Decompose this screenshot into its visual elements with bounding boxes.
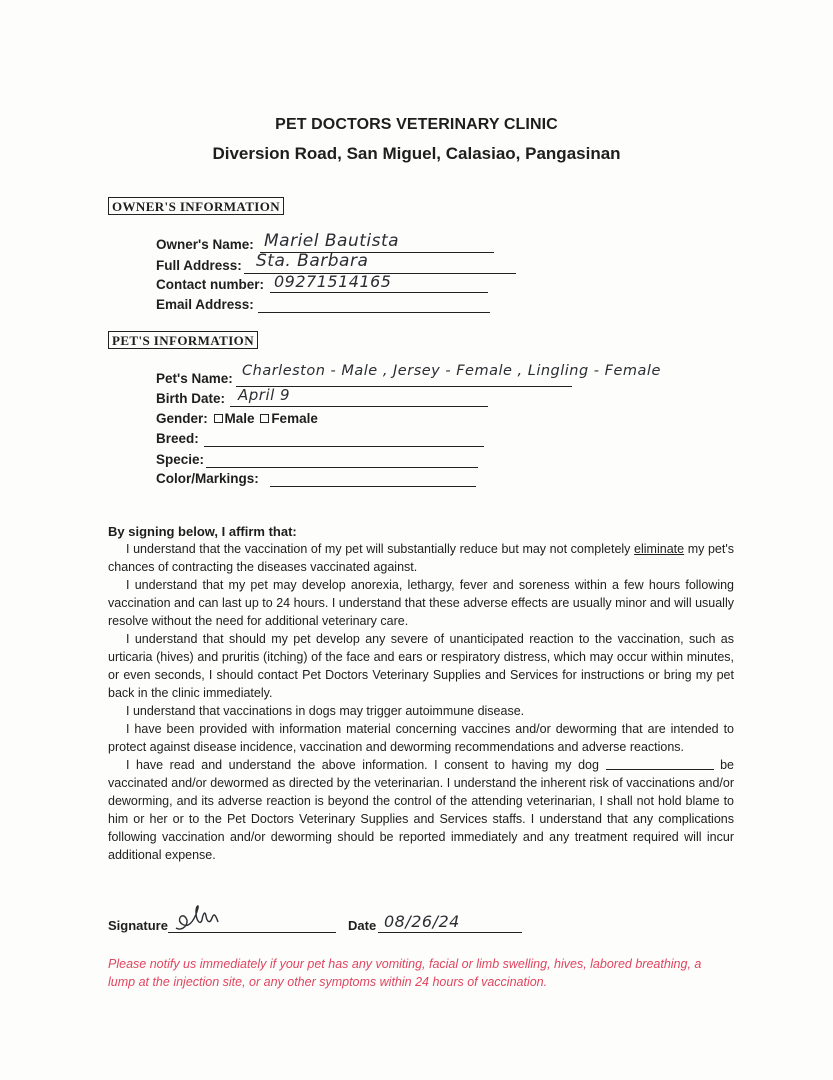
consent-paragraph: I understand that should my pet develop any severe of unanticipated reaction to the vaccination, such as urticaria (hives) and pruritis (itching) of the face and ears or respiratory distress, which may occur within minutes, or even seconds, I should contact Pet Doctors Veterinary Supplies and Services for instructions or bring my pet back in the clinic immediately. bbox=[108, 632, 734, 700]
breed-field[interactable] bbox=[156, 431, 486, 451]
signature-scribble-icon bbox=[172, 902, 224, 936]
consent-paragraph: I understand that my pet may develop anorexia, lethargy, fever and soreness within a few hours following vaccination and can last up to 24 hours. I understand that these adverse effects are usually minor and will usually resolve without the need for additional veterinary care. bbox=[108, 578, 734, 628]
signature-field[interactable] bbox=[108, 918, 338, 938]
email-address-label: Email Address: bbox=[156, 297, 254, 312]
contact-number-label: Contact number: bbox=[156, 277, 264, 292]
affirm-title: By signing below, I affirm that: bbox=[108, 524, 297, 539]
consent-terms bbox=[108, 540, 734, 864]
female-checkbox[interactable] bbox=[260, 414, 269, 423]
female-option-label: Female bbox=[271, 411, 318, 426]
consent-paragraph: I have read and understand the above information. I consent to having my dog be vaccinated and/or dewormed as directed by the veterinarian. I understand the inherent risk of vaccinations and/or deworming, and its adverse reaction is beyond the control of the attending veterinarian, I shall not hold blame to him or her or to the Pet Doctors Veterinary Supplies and Services staffs. I understand that any complications following vaccination and/or deworming should be reported immediately and any treatment required will incur additional expense. bbox=[108, 758, 734, 862]
owner-section-title: OWNER'S INFORMATION bbox=[108, 197, 284, 215]
date-line bbox=[378, 932, 522, 933]
color-markings-label: Color/Markings: bbox=[156, 471, 259, 486]
gender-field bbox=[156, 411, 356, 431]
birth-date-value: April 9 bbox=[238, 386, 291, 404]
clinic-name: PET DOCTORS VETERINARY CLINIC bbox=[275, 116, 558, 133]
pet-name-label: Pet's Name: bbox=[156, 371, 233, 386]
male-checkbox[interactable] bbox=[214, 414, 223, 423]
full-address-value: Sta. Barbara bbox=[256, 251, 369, 271]
post-vaccination-note: Please notify us immediately if your pet has any vomiting, facial or limb swelling, hives, labored breathing, a lump at the injection site, or any other symptoms within 24 hours of vaccination. bbox=[108, 957, 702, 989]
pet-name-value: Charleston - Male , Jersey - Female , Lingling - Female bbox=[242, 363, 661, 379]
consent-paragraph: I have been provided with information material concerning vaccines and/or deworming that are intended to protect against disease incidence, vaccination and deworming recommendations and adverse reactions. bbox=[108, 722, 734, 754]
email-address-field[interactable] bbox=[156, 297, 492, 317]
contact-number-field[interactable] bbox=[156, 272, 490, 297]
breed-label: Breed: bbox=[156, 431, 199, 446]
pet-section-title: PET'S INFORMATION bbox=[108, 331, 258, 349]
owner-name-label: Owner's Name: bbox=[156, 237, 254, 252]
clinic-address: Diversion Road, San Miguel, Calasiao, Pangasinan bbox=[212, 144, 621, 163]
breed-line bbox=[204, 446, 484, 447]
date-field[interactable] bbox=[348, 912, 524, 938]
birth-date-field[interactable] bbox=[156, 386, 490, 411]
full-address-label: Full Address: bbox=[156, 258, 242, 273]
specie-line bbox=[206, 467, 478, 468]
contact-number-value: 09271514165 bbox=[274, 272, 392, 291]
owner-name-value: Mariel Bautista bbox=[264, 231, 400, 251]
consent-paragraph: I understand that the vaccination of my pet will substantially reduce but may not completely eliminate my pet's chances of contracting the diseases vaccinated against. bbox=[108, 542, 734, 574]
birth-date-line bbox=[230, 406, 488, 407]
signature-label: Signature bbox=[108, 918, 168, 933]
email-address-line bbox=[258, 312, 490, 313]
date-label: Date bbox=[348, 918, 377, 933]
color-markings-field[interactable] bbox=[156, 471, 478, 491]
specie-field[interactable] bbox=[156, 452, 480, 472]
specie-label: Specie: bbox=[156, 452, 205, 467]
contact-number-line bbox=[270, 292, 488, 293]
consent-paragraph: I understand that vaccinations in dogs may trigger autoimmune disease. bbox=[126, 704, 525, 718]
date-value: 08/26/24 bbox=[384, 912, 460, 931]
gender-label: Gender: bbox=[156, 411, 208, 426]
birth-date-label: Birth Date: bbox=[156, 391, 226, 406]
color-markings-line bbox=[270, 486, 476, 487]
male-option-label: Male bbox=[224, 411, 255, 426]
pet-name-field[interactable] bbox=[156, 363, 676, 391]
eliminate-underlined: eliminate bbox=[634, 542, 685, 556]
dog-name-blank[interactable] bbox=[606, 757, 714, 770]
